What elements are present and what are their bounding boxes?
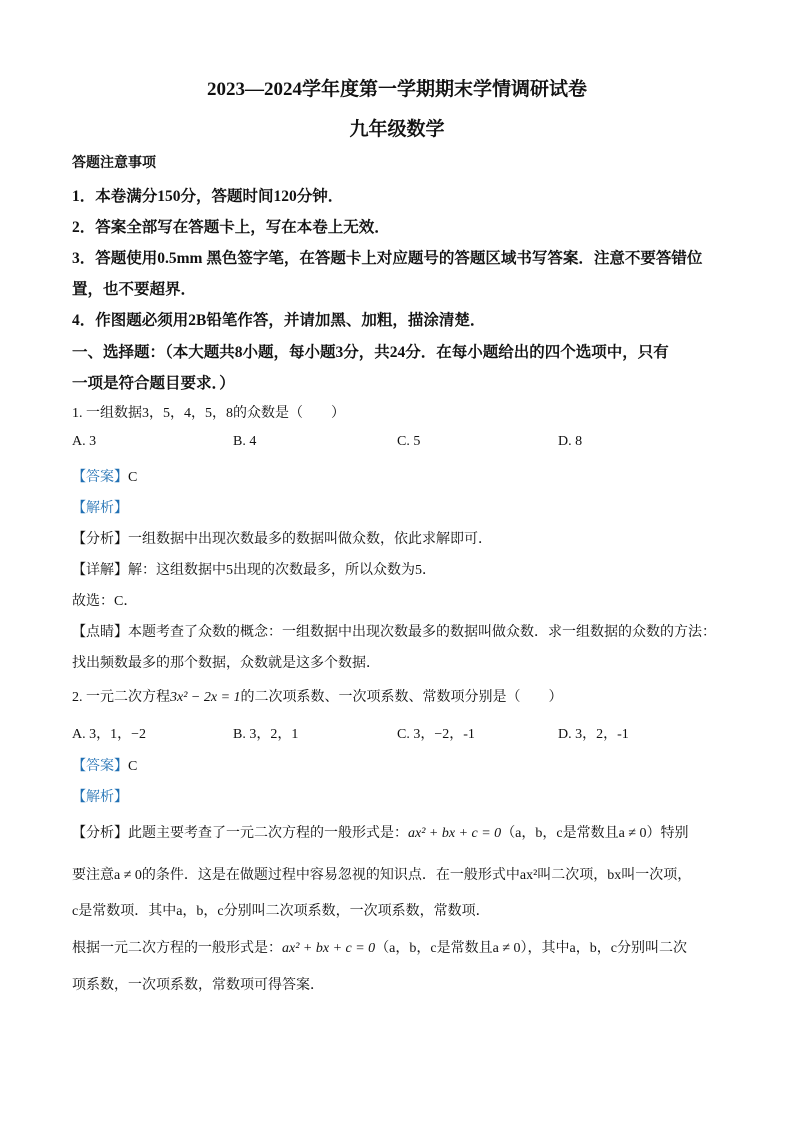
fenxi-text-cont: （a，b，c是常数且a ≠ 0）特别 — [501, 826, 689, 841]
notice-item-3-cont: 置，也不要超界． — [72, 281, 197, 298]
comment-text: 本题考查了众数的概念：一组数据中出现次数最多的数据叫做众数．求一组数据的众数的方法： — [128, 625, 716, 640]
q2-fenxi-line — [72, 822, 689, 842]
q1-choice: 故选：C． — [72, 594, 138, 609]
general-form-equation: ax² + bx + c = 0 — [282, 941, 376, 956]
question-2-stem — [72, 686, 563, 706]
q2-stem-pre: 2. 一元二次方程 — [72, 690, 170, 705]
q1-detail-line — [72, 559, 436, 579]
q1-comment-cont: 找出频数最多的那个数据，众数就是这多个数据． — [72, 656, 380, 671]
analysis-tag: 【解析】 — [72, 790, 128, 805]
q1-comment-line — [72, 621, 716, 641]
reason-text-cont: （a，b，c是常数且a ≠ 0），其中a，b，c分别叫二次 — [375, 941, 687, 956]
q2-option-a: A. 3，1，−2 — [72, 727, 147, 742]
q1-option-a: A. 3 — [72, 434, 97, 449]
q2-stem-post: 的二次项系数、一次项系数、常数项分别是（ ） — [240, 690, 563, 705]
comment-tag: 【点睛】 — [72, 625, 128, 640]
q2-option-d: D. 3，2，-1 — [558, 727, 629, 742]
q1-answer-line — [72, 466, 137, 486]
detail-text: 解：这组数据中5出现的次数最多，所以众数为5． — [128, 563, 436, 578]
fenxi-text: 此题主要考查了一元二次方程的一般形式是： — [128, 826, 408, 841]
q2-equation: 3x² − 2x = 1 — [170, 690, 241, 705]
q2-option-b: B. 3，2，1 — [233, 727, 299, 742]
answer-tag: 【答案】 — [72, 470, 128, 485]
general-form-equation: ax² + bx + c = 0 — [408, 826, 502, 841]
notice-item-4: 4．作图题必须用2B铅笔作答，并请加黑、加粗，描涂清楚． — [72, 312, 486, 329]
q1-option-b: B. 4 — [233, 434, 257, 449]
q1-option-c: C. 5 — [397, 434, 421, 449]
notice-item-1: 1．本卷满分150分，答题时间120分钟． — [72, 188, 344, 205]
q2-fenxi-line-2: 要注意a ≠ 0的条件．这是在做题过程中容易忽视的知识点．在一般形式中ax²叫二次项，bx叫一次项， — [72, 868, 692, 883]
detail-tag: 【详解】 — [72, 563, 128, 578]
section-heading: 一、选择题：（本大题共8小题，每小题3分，共24分．在每小题给出的四个选项中，只有 — [72, 344, 669, 361]
answer-tag: 【答案】 — [72, 759, 128, 774]
fenxi-tag: 【分析】 — [72, 826, 128, 841]
q1-option-d: D. 8 — [558, 434, 583, 449]
notice-item-2: 2．答案全部写在答题卡上，写在本卷上无效． — [72, 219, 390, 236]
q2-fenxi-line-3: c是常数项．其中a，b，c分别叫二次项系数，一次项系数，常数项． — [72, 904, 490, 919]
section-heading-cont: 一项是符合题目要求．） — [72, 375, 235, 392]
answer-value: C — [128, 759, 138, 774]
q2-option-c: C. 3，−2，-1 — [397, 727, 475, 742]
notice-heading: 答题注意事项 — [72, 156, 156, 171]
q1-fenxi-line — [72, 528, 492, 548]
answer-value: C — [128, 470, 138, 485]
analysis-tag: 【解析】 — [72, 501, 128, 516]
fenxi-text: 一组数据中出现次数最多的数据叫做众数，依此求解即可． — [128, 532, 492, 547]
q2-reason-line — [72, 937, 687, 957]
reason-text: 根据一元二次方程的一般形式是： — [72, 941, 282, 956]
notice-item-3: 3．答题使用0.5mm 黑色签字笔，在答题卡上对应题号的答题区域书写答案．注意不要答错位 — [72, 250, 703, 267]
fenxi-tag: 【分析】 — [72, 532, 128, 547]
q2-answer-line — [72, 755, 137, 775]
exam-title: 2023—2024学年度第一学期期末学情调研试卷 — [206, 79, 587, 100]
q2-reason-line-2: 项系数，一次项系数，常数项可得答案． — [72, 978, 324, 993]
exam-subtitle: 九年级数学 — [349, 119, 445, 140]
question-1-stem: 1. 一组数据3，5，4，5，8的众数是（ ） — [72, 406, 345, 421]
